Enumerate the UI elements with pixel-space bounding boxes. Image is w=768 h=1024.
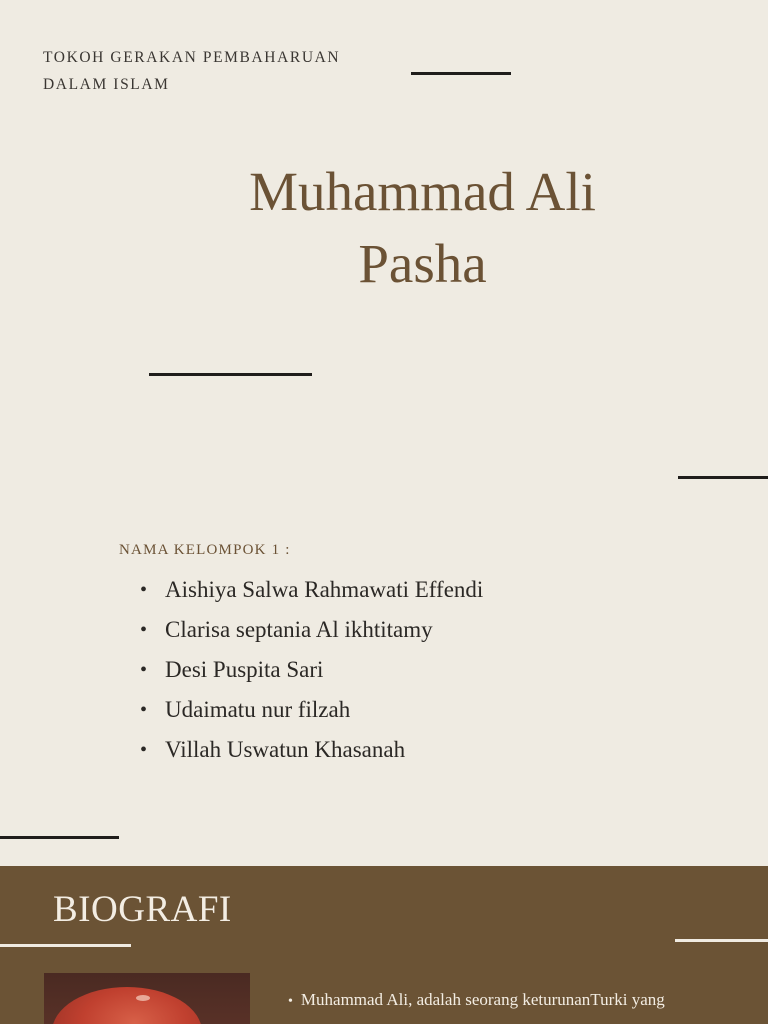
decorative-rule	[411, 72, 511, 75]
title-line: Pasha	[358, 233, 487, 294]
portrait-highlight	[136, 995, 150, 1001]
list-item	[140, 572, 483, 612]
biography-line: Muhammad Ali, adalah seorang keturunanTurki yang	[300, 990, 665, 1009]
bullet-icon: •	[288, 994, 293, 1009]
bullet-icon: •	[140, 699, 148, 721]
decorative-rule	[0, 944, 131, 947]
bullet-icon: •	[140, 619, 148, 641]
member-name: Udaimatu nur filzah	[165, 697, 351, 722]
slide-title: BIOGRAFI	[53, 889, 232, 930]
bullet-icon: •	[140, 579, 148, 601]
list-item	[140, 732, 483, 772]
decorative-rule	[678, 476, 768, 479]
title-line: Muhammad Ali	[249, 161, 596, 222]
decorative-rule	[0, 836, 119, 839]
kicker-line: DALAM ISLAM	[43, 76, 170, 93]
portrait-image	[44, 973, 250, 1024]
list-item	[140, 692, 483, 732]
bullet-icon: •	[140, 659, 148, 681]
member-list	[140, 572, 483, 772]
member-name: Aishiya Salwa Rahmawati Effendi	[165, 577, 484, 602]
list-item	[140, 612, 483, 652]
list-item	[140, 652, 483, 692]
group-label: NAMA KELOMPOK 1 :	[119, 542, 291, 558]
slide-title	[200, 156, 645, 300]
bullet-icon: •	[140, 739, 148, 761]
slide-kicker	[43, 44, 340, 98]
portrait-face	[52, 987, 202, 1024]
member-name: Clarisa septania Al ikhtitamy	[165, 617, 433, 642]
decorative-rule	[675, 939, 768, 942]
decorative-rule	[149, 373, 312, 376]
member-name: Desi Puspita Sari	[165, 657, 324, 682]
kicker-line: TOKOH GERAKAN PEMBAHARUAN	[43, 49, 341, 66]
member-name: Villah Uswatun Khasanah	[165, 737, 406, 762]
biography-text	[288, 990, 665, 1010]
biography-slide	[0, 866, 768, 1024]
